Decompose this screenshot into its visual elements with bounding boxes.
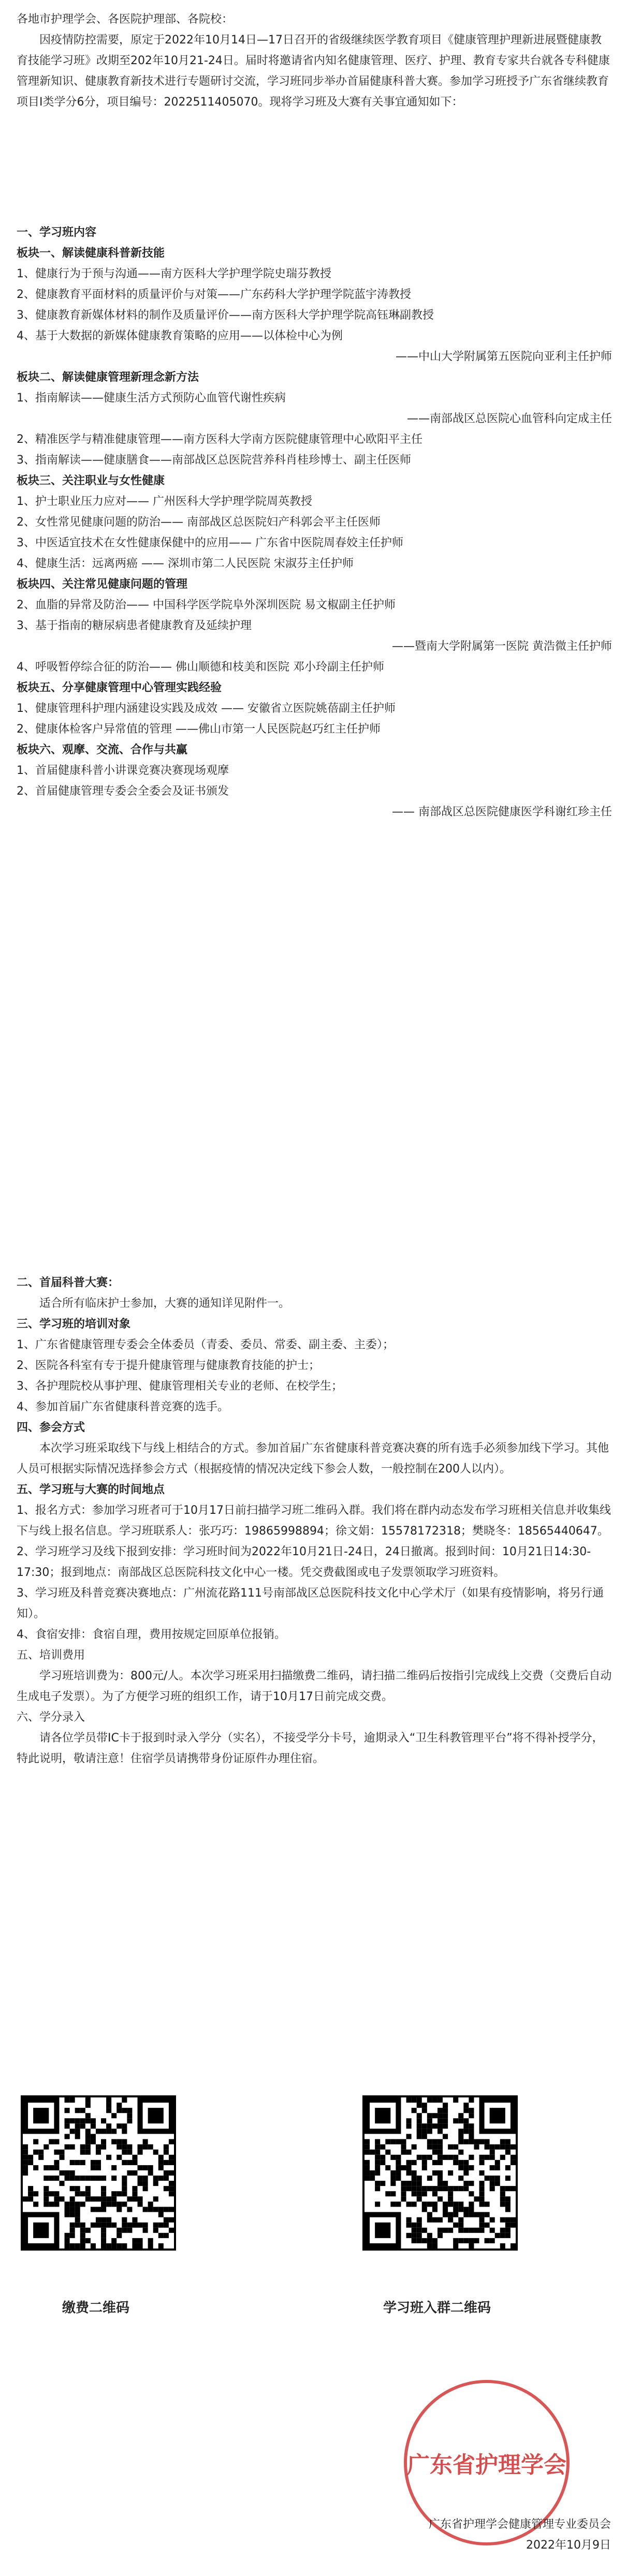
targets-heading: 三、学习班的培训对象 — [17, 1318, 131, 1331]
fee-qr-code[interactable] — [21, 2095, 176, 2251]
fee-qr-label: 缴费二维码 — [62, 2300, 130, 2316]
contest-section — [17, 1273, 612, 1769]
content-line: 1、首届健康科普小讲课竞赛决赛现场观摩 — [17, 764, 229, 777]
method-heading: 四、参会方式 — [17, 1421, 85, 1434]
credit-heading: 六、学分录入 — [17, 1711, 85, 1724]
contest-heading: 二、首届科普大赛： — [17, 1276, 120, 1289]
content-line: 2、健康教育平面材料的质量评价与对策——广东药科大学护理学院蓝宇涛教授 — [17, 288, 411, 301]
content-line: 4、基于大数据的新媒体健康教育策略的应用——以体检中心为例 — [17, 330, 343, 343]
content-line: 板块一、解读健康科普新技能 — [17, 247, 165, 260]
content-line: 板块五、分享健康管理中心管理实践经验 — [17, 681, 222, 694]
content-line: 3、健康教育新媒体材料的制作及质量评价——南方医科大学护理学院高钰琳副教授 — [17, 309, 434, 322]
content-line: ——中山大学附属第五医院向亚利主任护师 — [395, 350, 612, 363]
target-item: 4、参加首届广东省健康科普竞赛的选手。 — [17, 1401, 229, 1413]
content-line: 板块二、解读健康管理新理念新方法 — [17, 371, 199, 384]
footer-org: 广东省护理学会健康管理专业委员会 — [428, 2518, 611, 2531]
content-line: 3、基于指南的糖尿病患者健康教育及延续护理 — [17, 619, 252, 632]
content-line: 3、中医适宜技术在女性健康保健中的应用—— 广东省中医院周春姣主任护师 — [17, 537, 403, 549]
footer-date: 2022年10月9日 — [526, 2539, 611, 2552]
content-line: 板块三、关注职业与女性健康 — [17, 474, 165, 487]
content-line: 2、女性常见健康问题的防治—— 南部战区总医院妇产科郭会平主任医师 — [17, 516, 381, 529]
seal-text: 广东省护理学会 — [407, 2452, 566, 2478]
intro-paragraph: 因疫情防控需要，原定于2022年10月14日—17日召开的省级继续医学教育项目《健康管理护理新进展暨健康教育技能学习班》改期至202年10月21-24日。届时将邀请省内知名健康管理、医疗、护理、教育专家共台就各专科健康管理新知识、健康教育新技术进行专题研讨交流，学习班同步举办首届健康科普大赛。参加学习班授予广东省继续教育项目Ⅰ类学分6分，项目编号：2022511405070。现将学习班及大赛有关事宜通知如下： — [17, 34, 610, 109]
group-qr-code[interactable] — [362, 2095, 518, 2251]
fee-heading: 五、培训费用 — [17, 1649, 85, 1662]
schedule-venue: 3、学习班及科普竞赛决赛地点：广州流花路111号南部战区总医院科技文化中心学术厅（如果有疫情影响，将另行通知）。 — [17, 1587, 604, 1620]
content-line: 3、指南解读——健康膳食——南部战区总医院营养科肖桂珍博士、副主任医师 — [17, 454, 411, 467]
content-line: 4、呼吸暂停综合征的防治—— 佛山顺德和枝美和医院 邓小玲副主任护师 — [17, 661, 384, 674]
method-text: 本次学习班采取线下与线上相结合的方式。参加首届广东省健康科普竞赛决赛的所有选手必须参加线下学习。其他人员可根据实际情况选择参会方式（根据疫情的情况决定线下参会人数，一般控制在200人以内）。 — [17, 1442, 609, 1476]
contest-text: 适合所有临床护士参加，大赛的通知详见附件一。 — [39, 1297, 290, 1310]
content-line: 2、首届健康管理专委会全委会及证书颁发 — [17, 785, 229, 798]
content-line: ——暨南大学附属第一医院 黄浩微主任护师 — [392, 640, 612, 653]
content-line: ——南部战区总医院心血管科向定成主任 — [406, 412, 612, 425]
target-item: 2、医院各科室有专于提升健康管理与健康教育技能的护士； — [17, 1359, 320, 1372]
footer — [321, 2514, 611, 2556]
content-line: 4、健康生活：远离两癌 —— 深圳市第二人民医院 宋淑芬主任护师 — [17, 557, 354, 570]
content-line: 一、学习班内容 — [17, 226, 97, 239]
schedule-heading: 五、学习班与大赛的时间地点 — [17, 1483, 165, 1496]
content-line: 2、精准医学与精准健康管理——南方医科大学南方医院健康管理中心欧阳平主任 — [17, 433, 422, 446]
course-content — [17, 222, 612, 823]
content-line: 1、指南解读——健康生活方式预防心血管代谢性疾病 — [17, 392, 286, 405]
schedule-accommodation: 4、食宿安排：食宿自理，费用按规定回原单位报销。 — [17, 1628, 286, 1641]
fee-text: 学习班培训费为：800元/人。本次学习班采用扫描缴费二维码，请扫描二维码后按指引完成线上交费（交费后自动生成电子发票）。为了方便学习班的组织工作，请于10月17日前完成交费。 — [17, 1670, 612, 1703]
content-line: 板块四、关注常见健康问题的管理 — [17, 578, 188, 591]
credit-text: 请各位学员带IC卡于报到时录入学分（实名），不接受学分卡号，逾期录入“卫生科教管理平台”将不得补授学分，特此说明，敬请注意！住宿学员请携带身份证原件办理住宿。 — [17, 1732, 604, 1765]
content-line: 板块六、观摩、交流、合作与共赢 — [17, 743, 188, 756]
content-line: 2、血脂的异常及防治—— 中国科学医学院阜外深圳医院 易文椒副主任护师 — [17, 599, 396, 612]
notice-intro — [17, 9, 612, 113]
content-line: 1、健康管理科护理内涵建设实践及成效 —— 安徽省立医院姚蓓副主任护师 — [17, 702, 396, 715]
content-line: 1、健康行为于预与沟通——南方医科大学护理学院史瑞芬教授 — [17, 267, 331, 280]
content-line: 1、护士职业压力应对—— 广州医科大学护理学院周英教授 — [17, 495, 312, 508]
target-item: 3、各护理院校从事护理、健康管理相关专业的老师、在校学生； — [17, 1380, 343, 1393]
content-line: 2、健康体检客户异常值的管理 ——佛山市第一人民医院赵巧红主任护师 — [17, 723, 381, 736]
salutation: 各地市护理学会、各医院护理部、各院校： — [17, 13, 234, 26]
target-item: 1、广东省健康管理专委会全体委员（青委、委员、常委、副主委、主委）； — [17, 1338, 394, 1351]
content-line: —— 南部战区总医院健康医学科谢红珍主任 — [392, 806, 612, 818]
group-qr-label: 学习班入群二维码 — [383, 2300, 491, 2316]
schedule-registration: 1、报名方式：参加学习班者可于10月17日前扫描学习班二维码入群。我们将在群内动态发布学习班相关信息并收集线下与线上报名信息。学习班联系人：张巧巧：19865998894；徐文娟：15578172318；樊晓冬：18565440647。 — [17, 1504, 611, 1538]
schedule-checkin: 2、学习班学习及线下报到安排：学习班时间为2022年10月21日-24日，24日撤离。报到时间：10月21日14:30-17:30；报到地点：南部战区总医院科技文化中心一楼。凭交费截图或电子发票领取学习班资料。 — [17, 1545, 591, 1579]
